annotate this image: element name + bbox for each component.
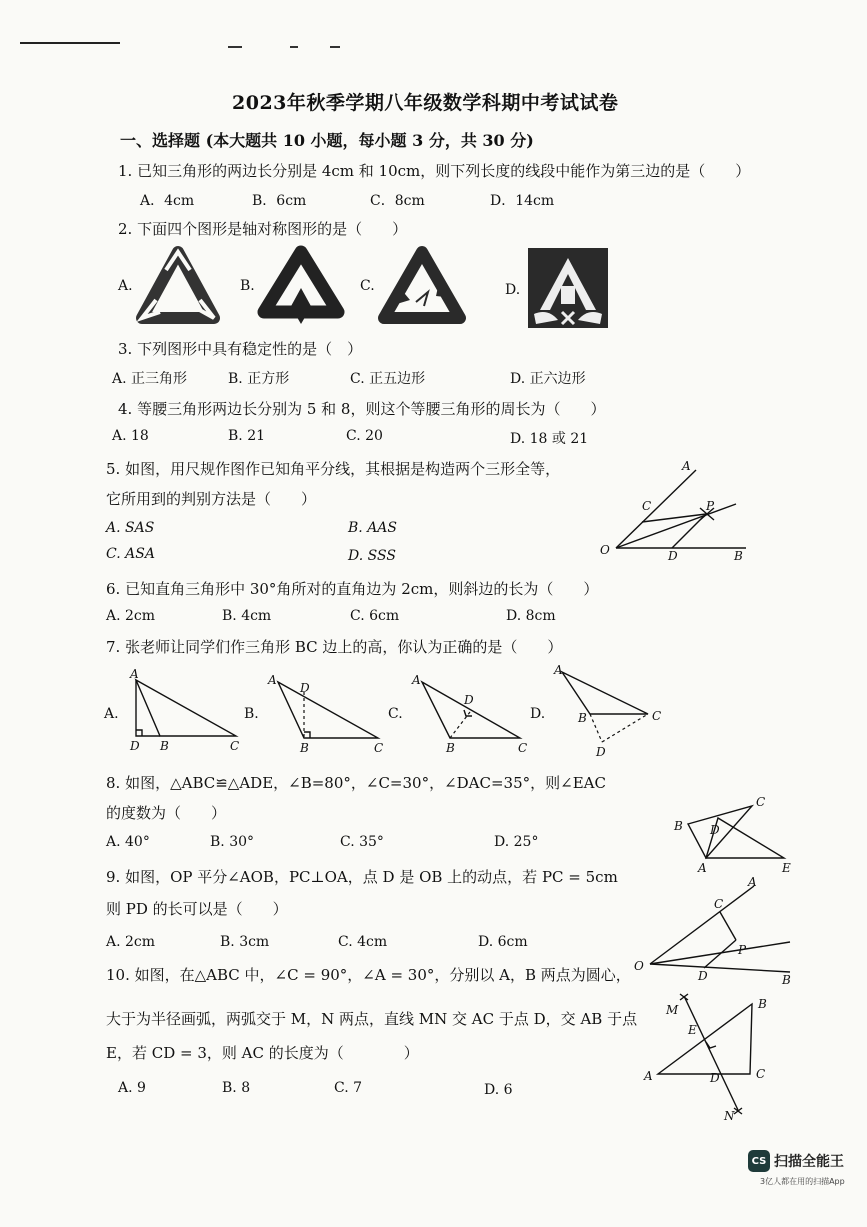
label-c: C (518, 741, 528, 755)
q3-option-b: B. 正方形 (228, 371, 290, 387)
question-2-stem: 2. 下面四个图形是轴对称图形的是（ ） (118, 220, 408, 238)
question-6-stem: 6. 已知直角三角形中 30°角所对的直角边为 2cm，则斜边的长为（ ） (106, 580, 599, 598)
scanner-watermark (748, 1150, 844, 1172)
q1-option-c: C．8cm (370, 193, 425, 209)
section-heading: 一、选择题 (本大题共 10 小题，每小题 3 分，共 30 分) (120, 131, 534, 150)
q10-figure (640, 988, 790, 1123)
label-d: D (300, 681, 310, 695)
q7-figure-a (124, 666, 254, 756)
q6-option-a: A. 2cm (106, 608, 156, 624)
question-8-stem-line2: 的度数为（ ） (106, 804, 227, 822)
q4-option-a: A. 18 (112, 428, 149, 444)
scan-mark (228, 46, 242, 48)
label-a: A (644, 1069, 653, 1083)
q2-option-d: D. (505, 282, 521, 298)
label-e: E (688, 1023, 697, 1037)
question-9-stem-line1: 9. 如图，OP 平分∠AOB，PC⊥OA，点 D 是 OB 上的动点，若 PC = 5cm (106, 868, 618, 886)
question-7-stem: 7. 张老师让同学们作三角形 BC 边上的高，你认为正确的是（ ） (106, 638, 563, 656)
q5-option-d: D. SSS (348, 548, 396, 564)
question-10-stem-line2: 大于为半径画弧，两弧交于 M，N 两点，直线 MN 交 AC 于点 D，交 AB 于点 (106, 1010, 638, 1028)
q2-option-c: C. (360, 278, 375, 294)
question-4-stem: 4. 等腰三角形两边长分别为 5 和 8，则这个等腰三角形的周长为（ ） (118, 400, 606, 418)
q4-option-d: D. 18 或 21 (510, 431, 589, 447)
scanner-app-name: 扫描全能王 (774, 1154, 844, 1170)
q1-option-d: D．14cm (490, 193, 555, 209)
label-b: B (734, 549, 743, 563)
scan-mark (290, 46, 298, 48)
label-b: B (674, 819, 683, 833)
q9-option-d: D. 6cm (478, 934, 528, 950)
label-p: P (706, 499, 715, 513)
q5-option-c: C. ASA (106, 546, 155, 562)
label-a: A (554, 663, 563, 677)
question-10-stem-line1: 10. 如图，在△ABC 中，∠C = 90°，∠A = 30°，分别以 A，B 两点为圆心， (106, 966, 631, 984)
label-d: D (668, 549, 678, 563)
label-a: A (698, 861, 707, 875)
q8-option-c: C. 35° (340, 834, 384, 850)
q5-option-a: A. SAS (106, 520, 155, 536)
q9-option-b: B. 3cm (220, 934, 270, 950)
question-3-stem: 3. 下列图形中具有稳定性的是（ ） (118, 340, 363, 358)
label-a: A (748, 875, 757, 889)
label-n: N (724, 1109, 735, 1123)
label-c: C (642, 499, 652, 513)
label-m: M (666, 1003, 679, 1017)
q7-option-c: C. (388, 706, 403, 722)
label-b: B (782, 973, 791, 987)
question-5-stem-line2: 它所用到的判别方法是（ ） (106, 490, 317, 508)
page-title: 2023年秋季学期八年级数学科期中考试试卷 (232, 92, 619, 114)
q9-option-a: A. 2cm (106, 934, 156, 950)
label-d: D (464, 693, 474, 707)
label-c: C (374, 741, 384, 755)
label-b: B (446, 741, 455, 755)
q4-option-b: B. 21 (228, 428, 266, 444)
q7-option-b: B. (244, 706, 259, 722)
q8-option-a: A. 40° (106, 834, 150, 850)
label-b: B (578, 711, 587, 725)
label-o: O (634, 959, 644, 973)
question-9-stem-line2: 则 PD 的长可以是（ ） (106, 900, 288, 918)
scan-mark (330, 46, 340, 48)
label-d: D (710, 823, 720, 837)
q7-figure-b (266, 670, 396, 756)
q1-option-b: B．6cm (252, 193, 307, 209)
label-b: B (160, 739, 169, 753)
label-c: C (652, 709, 662, 723)
q7-figure-c (408, 670, 538, 756)
q3-option-d: D. 正六边形 (510, 371, 586, 387)
q6-option-d: D. 8cm (506, 608, 556, 624)
question-5-stem-line1: 5. 如图，用尺规作图作已知角平分线，其根据是构造两个三形全等， (106, 460, 561, 478)
label-o: O (600, 543, 610, 557)
label-d: D (710, 1071, 720, 1085)
label-d: D (596, 745, 606, 759)
label-a: A (130, 667, 139, 681)
recycle-icon-c (380, 248, 464, 326)
recycle-icon-b (260, 248, 342, 326)
scanner-logo: CS (748, 1150, 770, 1172)
q2-option-b: B. (240, 278, 255, 294)
question-1-stem: 1. 已知三角形的两边长分别是 4cm 和 10cm，则下列长度的线段中能作为第三边的是（ ） (118, 162, 751, 180)
label-e: E (782, 861, 791, 875)
q3-option-a: A. 正三角形 (112, 371, 188, 387)
label-b: B (300, 741, 309, 755)
q10-option-d: D. 6 (484, 1082, 513, 1098)
q8-option-b: B. 30° (210, 834, 255, 850)
q5-option-b: B. AAS (348, 520, 397, 536)
q5-figure (596, 460, 756, 570)
scan-mark (20, 42, 120, 44)
label-d: D (130, 739, 140, 753)
label-c: C (714, 897, 724, 911)
q7-figure-d (550, 662, 680, 762)
label-c: C (756, 1067, 766, 1081)
label-c: C (230, 739, 240, 753)
q9-option-c: C. 4cm (338, 934, 388, 950)
label-a: A (268, 673, 277, 687)
scanner-tagline: 3亿人都在用的扫描App (760, 1177, 845, 1186)
question-10-stem-line3: E，若 CD = 3，则 AC 的长度为（ ） (106, 1044, 419, 1062)
q4-option-c: C. 20 (346, 428, 383, 444)
q8-figure (666, 794, 796, 884)
q6-option-b: B. 4cm (222, 608, 272, 624)
label-a: A (682, 459, 691, 473)
label-b: B (758, 997, 767, 1011)
label-a: A (412, 673, 421, 687)
label-p: P (738, 943, 747, 957)
label-c: C (756, 795, 766, 809)
q10-option-c: C. 7 (334, 1080, 363, 1096)
q10-option-b: B. 8 (222, 1080, 251, 1096)
q1-option-a: A．4cm (140, 193, 195, 209)
q8-option-d: D. 25° (494, 834, 539, 850)
hazard-sign-icon-d (528, 248, 608, 328)
q10-option-a: A. 9 (118, 1080, 146, 1096)
q6-option-c: C. 6cm (350, 608, 400, 624)
q9-figure (630, 874, 800, 987)
q2-option-a: A. (118, 278, 133, 294)
q7-option-d: D. (530, 706, 546, 722)
label-d: D (698, 969, 708, 983)
recycle-icon-a (138, 248, 218, 324)
question-8-stem-line1: 8. 如图，△ABC≌△ADE，∠B=80°，∠C=30°，∠DAC=35°，则∠EAC (106, 774, 606, 792)
q7-option-a: A. (104, 706, 119, 722)
q3-option-c: C. 正五边形 (350, 371, 426, 387)
